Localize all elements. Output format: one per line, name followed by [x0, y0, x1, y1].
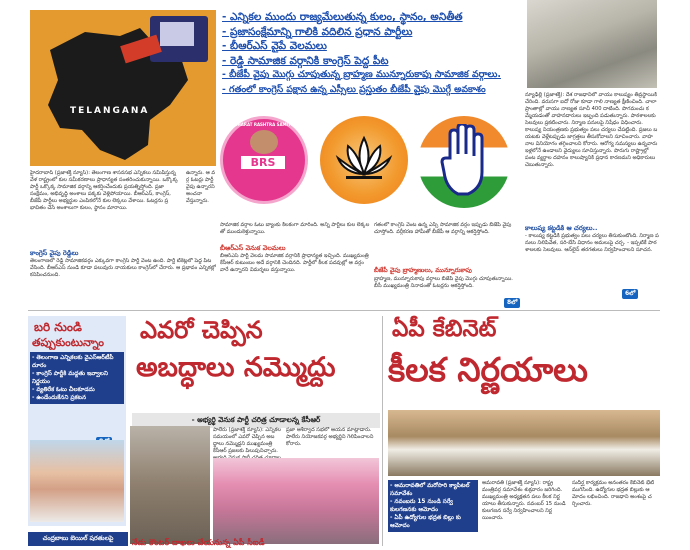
kcr-headline-2: అబద్ధాలు నమ్మొద్దు: [136, 352, 336, 383]
sharmila-bullet-3: - వ్యతిరేక ఓటు చీలకూడదు: [32, 387, 95, 393]
telangana-map-image: [30, 10, 216, 166]
cabinet-bullet-3: - ఏపీ ఉద్యోగుల భద్రత బిల్లు కు ఆమోదం: [390, 515, 461, 529]
right-story-text-1: న్యూఢిల్లీ (ప్రజాశక్తి): దేశ రాజధానిలో వాయు కాలుష్యం తీవ్రస్థాయికి చేరింది. వరుసగా ఐదో రోజు కూడా గాలి నాణ్యత క్షీణించింది. చాలా ప్రాంతాల్లో వాయు నాణ్యత సూచీ 400 దాటింది. పొగమంచు కమ్మేయడంతో వాహనదారులు ఇబ్బంది పడుతున్నారు. పాఠశాలలకు సెలవులు ప్రకటించారు. నిర్మాణ పనులపై నిషేధం విధించారు. కాలుష్య నియంత్రణకు ప్రభుత్వం పలు చర్యలు చేపట్టింది. ప్రజలు బయటకు వెళ్లేటప్పుడు జాగ్రత్తలు తీసుకోవాలని సూచించారు. వాహనాల వినియోగం తగ్గించాలని కోరారు. ఆరోగ్య సమస్యలు ఉన్నవారు ఇళ్లలోనే ఉండాలని వైద్యులు సూచిస్తున్నారు. పొరుగు రాష్ట్రాల్లో పంట వ్యర్థాల దహనం కాలుష్యానికి ప్రధాన కారణమని అధికారులు చెబుతున్నారు.: [525, 92, 658, 168]
kcr-rally-photo: [130, 426, 210, 544]
kcr-story-text-1: పాలేరు (ప్రజాశక్తి న్యూస్): ఎన్నికల సమయంలో ఎవరో చెప్పిన అబద్ధాలు నమ్మొద్దని ముఖ్యమంత్రి కేసీఆర్ ప్రజలకు పిలుపునిచ్చారు.: [213, 427, 281, 454]
sharmila-bullet-2: - కాంగ్రెస్ పార్టీకి మద్దతు ఇవ్వాలని నిర్ణయం: [32, 371, 108, 385]
kcr-headline-1: ఎవరో చెప్పిన: [140, 316, 263, 344]
top-story-col-2: ఉన్నారు. ఆ వర్గ ఓటర్లు పార్టీ వైపు ఉన్నారని అంచనా వేస్తున్నారు.: [186, 170, 216, 204]
hand-icon: [440, 124, 488, 198]
kcr-story-text-2: ప్రజా ఆశీర్వాద సభలో ఆయన మాట్లాడారు. పాలేరు నియోజకవర్గ అభ్యర్థిని గెలిపించాలని కోరారు.: [286, 427, 374, 447]
cabinet-bullet-1: - అమరావతిలో మరోసారి క్యాపిటల్ సమావేశం: [390, 483, 470, 497]
top-story-col-3: తెలంగాణలో రెడ్డి సామాజికవర్గం ఎక్కువగా కాంగ్రెస్ పార్టీ వెంట ఉంది. పార్టీ టికెట్లలో పెద్ద పీట వేసింది. బీఆర్ఎస్ నుండి కూడా పలువురు నాయకులు కాంగ్రెస్‌లో చేరారు. ఆ ప్రభావం ఎన్నికల్లో కనిపించనుంది.: [30, 258, 216, 278]
top-bullet-3: - బీఆర్ఎస్ వైపే వెలమలు: [222, 40, 327, 52]
kcr-subhead: - అభ్యర్థి వెనుక పార్టీ చరిత్ర చూడాలన్న కేసీఆర్: [132, 413, 380, 428]
col-heading-right: బీజేపీ వైపు బ్రాహ్మణులు, మున్నూరుకాపు: [374, 267, 472, 274]
right-story-heading: కాలుష్య కట్టడికి ఆ చర్యలు..: [525, 224, 598, 232]
top-story-col-7: బ్రాహ్మణ, మున్నూరుకాపు వర్గాలు బీజేపీ వైపు మొగ్గు చూపుతున్నాయి. బీసీ ముఖ్యమంత్రి నినాదంతో ఓటర్లను ఆకర్షిస్తోంది.: [374, 276, 513, 289]
sharmila-bullet-4: - ఉండేందుకేనని ప్రకటన: [32, 395, 87, 401]
kcr-face: [250, 130, 278, 154]
col-heading-mid: బీఆర్ఎస్ వెనుక వెలమలు: [220, 244, 286, 252]
cabinet-headline-1: ఏపీ కేబినెట్: [392, 316, 497, 342]
mid-divider: [382, 316, 383, 546]
delhi-pollution-photo: [527, 0, 657, 88]
map-label: TELANGANA: [70, 106, 150, 116]
top-bullet-5: - బీజేపీ వైపు మొగ్గు చూపుతున్న బ్రాహ్మణ మున్నూరుకాపు సామాజిక వర్గాలు.: [222, 69, 501, 80]
top-story-col-5: బీఆర్ఎస్ పార్టీ వెలమ సామాజిక వర్గానికి ప్రాధాన్యత ఇచ్చింది. ముఖ్యమంత్రి కేసీఆర్ కుటుంబం అదే వర్గానికి చెందినది. పార్టీలో కీలక పదవుల్లో ఆ వర్గం వారే ఉన్నారని విమర్శలు వస్తున్నాయి.: [220, 253, 369, 273]
top-story-col-1: హైదరాబాద్ (ప్రజాశక్తి న్యూస్): తెలంగాణ శాసనసభ ఎన్నికలు సమీపిస్తున్న వేళ రాష్ట్రంలో కుల సమీకరణాలు ప్రాధాన్యత సంతరించుకున్నాయి. ఒక్కొక్క పార్టీ ఒక్కొక్క సామాజిక వర్గాన్ని ఆకర్షించేందుకు ప్రయత్నిస్తోంది. ప్రజా సంక్షేమం, అభివృద్ధి అంశాలు పక్కకు వెళ్లిపోయాయి. బీఆర్ఎస్, కాంగ్రెస్, బీజేపీ పార్టీలు అభ్యర్థుల ఎంపికలోనే కుల లెక్కలు వేశాయి. ఓటర్లను ప్రభావితం చేసే అంశాలుగా కులం, స్థానం మారాయి.: [30, 170, 178, 211]
top-bullet-6: - గతంలో కాంగ్రెస్ పక్షాన ఉన్న ఎస్సీలు ప్రస్తుతం బీజేపీ వైపు మొగ్గే అవకాశం: [222, 83, 486, 95]
sharmila-bullet-1: - తెలంగాణ ఎన్నికలకు వైఎస్ఆర్‌టీపీ దూరం: [32, 355, 114, 369]
cabinet-meeting-photo: [388, 410, 660, 476]
cabinet-story-text-1: అమరావతి (ప్రజాశక్తి న్యూస్): రాష్ట్ర మంత్రివర్గ సమావేశం శుక్రవారం జరిగింది. ముఖ్యమంత్రి అధ్యక్షతన పలు కీలక నిర్ణయాలు తీసుకున్నారు. నవంబర్ 15 నుండి కులగణన సర్వే నిర్వహించాలని నిర్ణయించారు.: [482, 480, 566, 521]
right-story-continue[interactable]: 6లో: [622, 289, 638, 299]
col-heading-left: కాంగ్రెస్ వైపు రెడ్డిలు: [30, 249, 79, 257]
sharmila-bullets: [30, 352, 124, 404]
bottom-strip-left: చంద్రబాబు బెయిల్ షరతులపై: [28, 532, 128, 546]
top-bullets: [222, 10, 522, 97]
bottom-strip-right: నేడు కౌంటర్ దాఖలు చేయనున్న ఏపీ సీఐడీ: [132, 538, 265, 547]
cabinet-story-text-2: సుదీర్ఘ కార్యక్రమం అనంతరం కేబినెట్ భేటీ ముగిసింది. ఉద్యోగుల భద్రత బిల్లుకు ఆమోదం లభించింది. రాజధాని అంశంపై చర్చించారు.: [572, 480, 654, 507]
telangana-map-graphic: [30, 10, 216, 166]
cabinet-headline-2: కీలక నిర్ణయాలు: [388, 350, 588, 389]
sharmila-headline-2: తప్పుకుంటున్నాం: [32, 336, 104, 349]
top-story-col-4: సామాజిక వర్గాల ఓటు బ్యాంకు కీలకంగా మారింది. అన్ని పార్టీలు కుల లెక్కలతో ముందుకెళ్తున్నాయి.: [220, 222, 370, 235]
top-story-col-6: గతంలో కాంగ్రెస్ వెంట ఉన్న ఎస్సీ సామాజిక వర్గం ఇప్పుడు బీజేపీ వైపు చూస్తోంది. వర్గీకరణ హామీతో బీజేపీ ఆ వర్గాన్ని ఆకర్షిస్తోంది.: [374, 222, 512, 235]
top-bullet-4: - రెడ్డి సామాజిక వర్గానికి కాంగ్రెస్ పెద్ద పీట: [222, 54, 389, 67]
brs-logo-ring: BHARAT RASHTRA SAMITHI: [234, 122, 296, 127]
top-story-continue[interactable]: 8లో: [504, 298, 520, 308]
sharmila-headline-1: బరి నుండి: [34, 320, 82, 334]
lotus-icon: [334, 134, 394, 182]
right-story-text-2: - కాలుష్య కట్టడికి ప్రభుత్వం పలు చర్యలు తీసుకుంటోంది. నిర్మాణ పనులు నిలిపివేత, సరి-బేసి విధానం అమలుపై చర్చ. - ఇప్పటికే పాఠశాలలకు సెలవులు. ఆన్‌లైన్ తరగతులు నిర్వహించాలని సూచన.: [525, 233, 659, 253]
top-bullet-1: - ఎన్నికల ముందు రాజ్యమేలుతున్న కులం, స్థానం, అనితీత: [222, 11, 463, 23]
cabinet-bullet-2: - నవంబరు 15 నుండి సర్వే కులగణనకు ఆమోదం: [390, 499, 453, 513]
top-divider: [28, 310, 660, 311]
cabinet-bullets: [388, 480, 478, 532]
top-bullet-2: - ప్రజాసంక్షేమాన్ని గాలికి వదిలిన ప్రధాన పార్టీలు: [222, 25, 413, 38]
kcr-crowd-photo: [213, 458, 379, 544]
sharmila-photo: [30, 440, 124, 522]
brs-logo-text: BRS: [241, 156, 285, 169]
